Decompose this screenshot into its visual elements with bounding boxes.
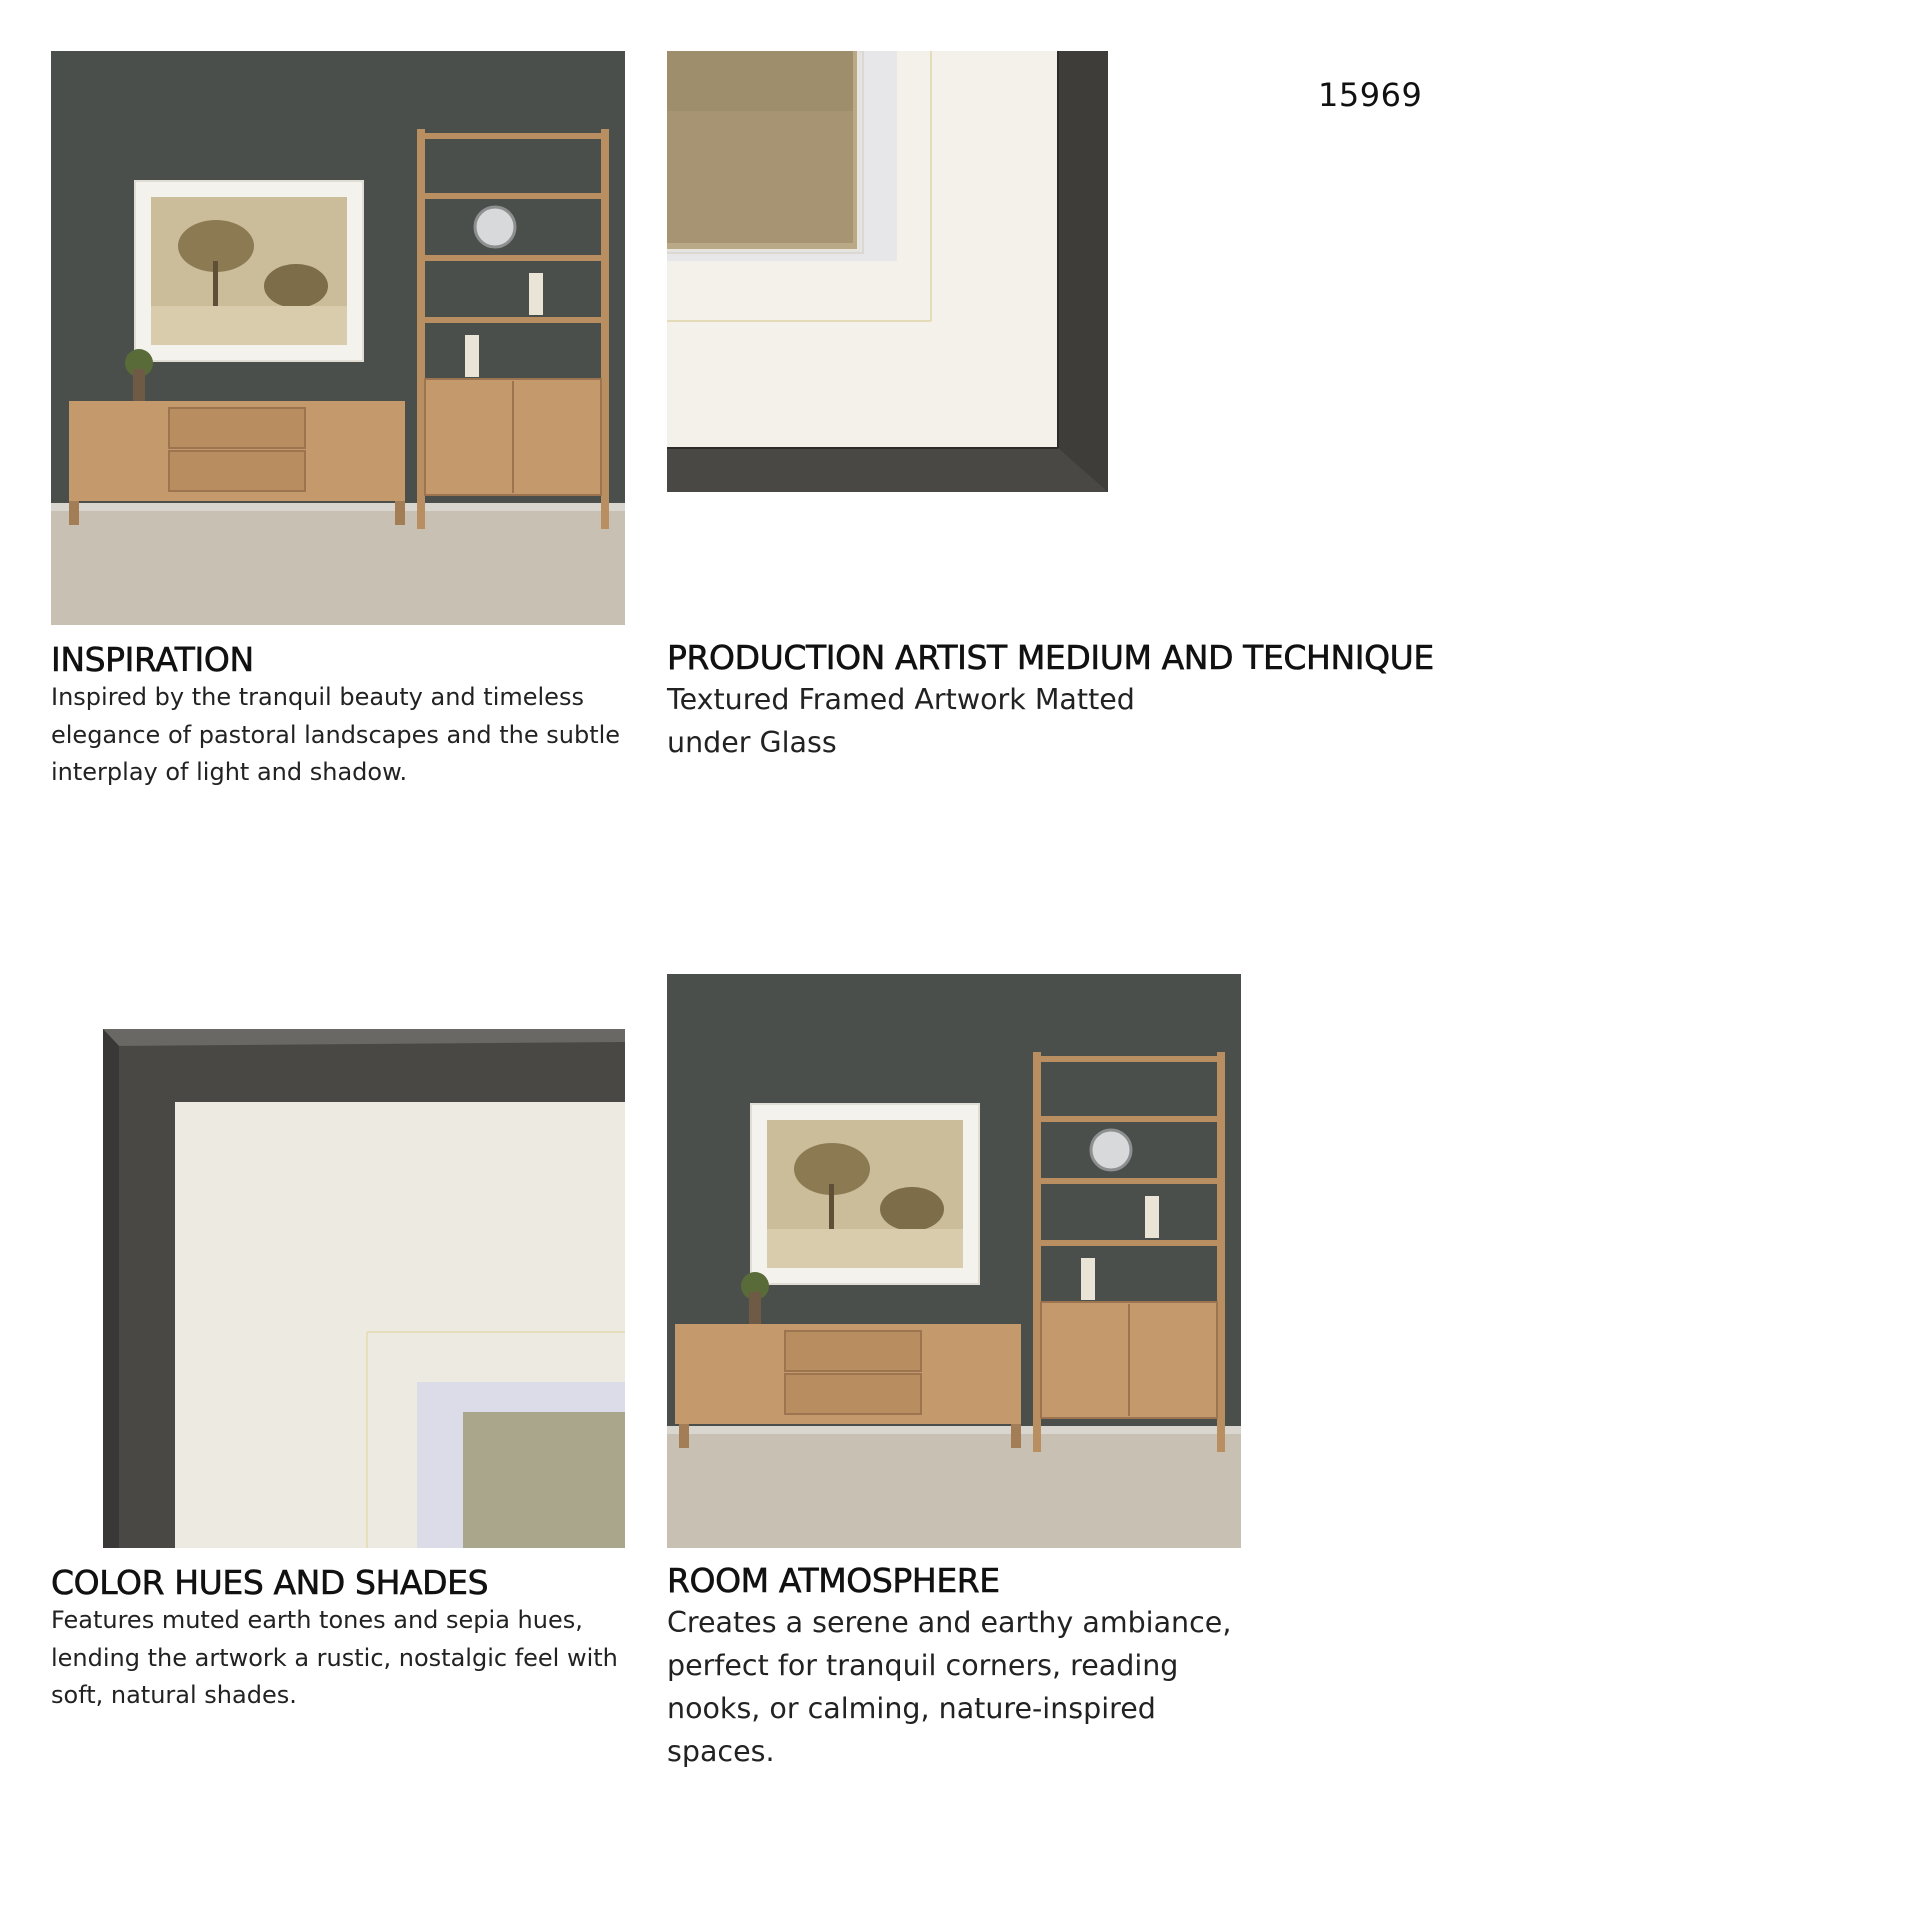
room-heading: ROOM ATMOSPHERE bbox=[667, 1561, 1000, 1600]
room-text: Creates a serene and earthy ambiance, perfect for tranquil corners, reading nooks, or calming, nature-inspired spaces. bbox=[667, 1606, 1232, 1768]
color-heading: COLOR HUES AND SHADES bbox=[51, 1563, 489, 1602]
frame-corner-detail-photo bbox=[667, 51, 1108, 492]
inspiration-text: Inspired by the tranquil beauty and timeless elegance of pastoral landscapes and the subtle interplay of light and shadow. bbox=[51, 683, 621, 786]
product-number: 15969 bbox=[1318, 76, 1423, 114]
inspiration-room-photo bbox=[51, 51, 625, 625]
production-heading: PRODUCTION ARTIST MEDIUM AND TECHNIQUE bbox=[667, 638, 1434, 677]
inspiration-heading: INSPIRATION bbox=[51, 640, 254, 679]
room-atmosphere-photo bbox=[667, 974, 1241, 1548]
color-text: Features muted earth tones and sepia hues, lending the artwork a rustic, nostalgic feel with soft, natural shades. bbox=[51, 1606, 618, 1709]
frame-corner-closeup-photo bbox=[51, 974, 625, 1548]
production-text: Textured Framed Artwork Matted under Glass bbox=[667, 683, 1135, 759]
